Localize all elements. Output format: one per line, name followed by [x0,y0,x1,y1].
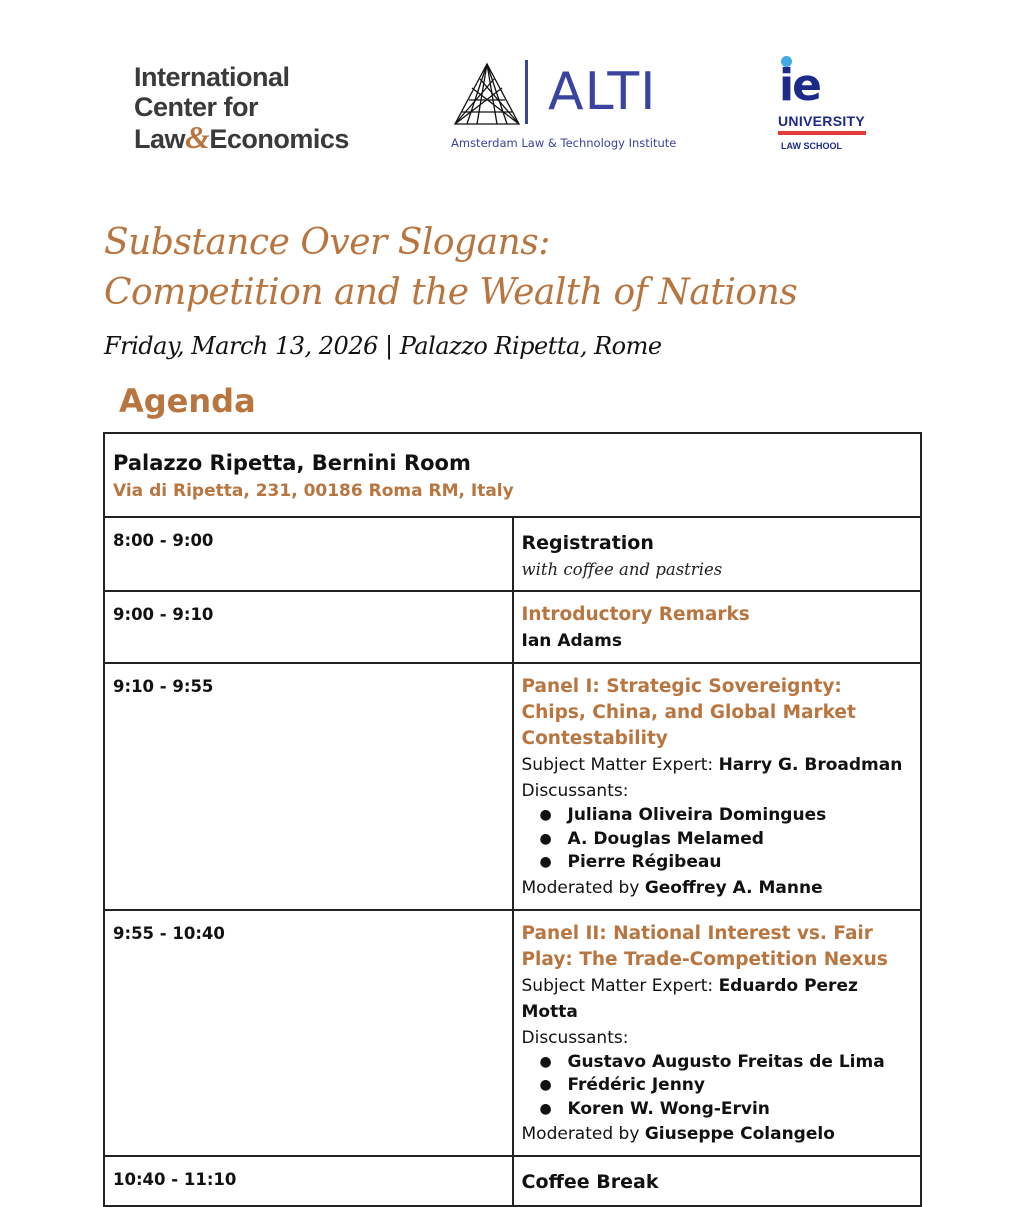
moderator-line [522,1121,913,1147]
venue-address: Via di Ripetta, 231, 00186 Roma RM, Italy [113,481,514,501]
agenda-table [103,432,922,1207]
time-slot: 10:40 - 11:10 [104,1156,513,1206]
alti-logo [448,56,678,156]
moderator-name: Giuseppe Colangelo [644,1124,835,1144]
discussant-item [539,828,913,852]
iclae-logo-law: Law [134,124,186,154]
session-cell [513,591,922,663]
moderator-label: Moderated by [521,877,645,898]
discussant-item [539,1074,913,1098]
ie-wordmark: ie [779,60,820,111]
session-title: Registration [521,532,654,554]
session-title: Introductory Remarks [521,604,750,625]
iclae-logo-economics: Economics [209,124,349,154]
discussants-list [522,1051,913,1122]
ie-university-label: UNIVERSITY [778,113,866,129]
session-title: Panel I: Strategic Sovereignty: Chips, China, and Global Market Contestability [521,676,856,749]
expert-name: Eduardo Perez Motta [521,975,858,1022]
agenda-row [104,1156,921,1206]
expert-label: Subject Matter Expert: [521,975,719,996]
expert-label: Subject Matter Expert: [521,755,719,775]
alti-wordmark: ALTI [548,62,657,122]
moderator-line [522,875,913,901]
bullet-icon: ● [539,854,552,870]
agenda-row [104,517,921,591]
session-cell [513,1156,922,1206]
time-slot: 8:00 - 9:00 [104,517,513,591]
discussants-label: Discussants: [521,781,629,801]
discussant-item [539,851,913,875]
discussants-list [522,804,913,875]
session-title: Panel II: National Interest vs. Fair Play: The Trade-Competition Nexus [521,922,888,970]
session-title: Coffee Break [521,1171,659,1193]
time-slot: 9:55 - 10:40 [104,910,513,1157]
agenda-row [104,591,921,663]
moderator-label: Moderated by [521,1124,645,1144]
event-title-line1: Substance Over Slogans: [104,222,550,263]
session-cell [513,663,922,910]
iclae-logo [134,62,349,154]
session-subtitle: with coffee and pastries [521,560,723,579]
discussant-name: Juliana Oliveira Domingues [567,805,827,825]
moderator-name: Geoffrey A. Manne [644,877,823,898]
agenda-row [104,663,921,910]
ie-university-logo [778,56,888,156]
alti-subtitle: Amsterdam Law & Technology Institute [451,136,677,150]
event-title-line2: Competition and the Wealth of Nations [104,272,798,313]
bullet-icon: ● [539,830,552,847]
ie-red-rule [778,131,866,135]
agenda-heading: Agenda [119,382,256,420]
discussant-item [539,1051,913,1075]
alti-divider [525,60,528,124]
iclae-logo-line3 [134,119,349,155]
iclae-logo-line2: Center for [134,92,259,122]
discussant-name: A. Douglas Melamed [567,828,764,849]
expert-name: Harry G. Broadman [718,755,903,775]
venue-cell [104,433,921,517]
discussant-item [539,1098,913,1122]
discussant-item [539,804,913,828]
event-title [104,218,797,318]
expert-line [522,973,913,1025]
bullet-icon: ● [539,1053,552,1070]
iclae-logo-ampersand: & [185,119,210,155]
venue-row [104,433,921,517]
discussant-name: Frédéric Jenny [567,1075,705,1095]
bullet-icon: ● [539,1077,552,1093]
iclae-logo-line1: International [134,62,290,92]
ie-law-school-label: LAW SCHOOL [781,141,842,151]
alti-mark-icon [452,60,522,130]
header-logos [0,0,1028,175]
event-dateline: Friday, March 13, 2026 | Palazzo Ripetta, Rome [104,332,662,360]
session-cell [513,910,922,1157]
time-slot: 9:10 - 9:55 [104,663,513,910]
speaker-name: Ian Adams [521,631,622,651]
discussant-name: Pierre Régibeau [567,852,722,872]
expert-line [522,752,913,778]
agenda-row [104,910,921,1157]
discussants-label: Discussants: [521,1027,629,1048]
venue-name: Palazzo Ripetta, Bernini Room [113,451,471,475]
time-slot: 9:00 - 9:10 [104,591,513,663]
bullet-icon: ● [539,807,552,823]
bullet-icon: ● [539,1100,552,1117]
discussant-name: Koren W. Wong-Ervin [567,1098,770,1119]
discussant-name: Gustavo Augusto Freitas de Lima [567,1051,885,1072]
session-cell [513,517,922,591]
